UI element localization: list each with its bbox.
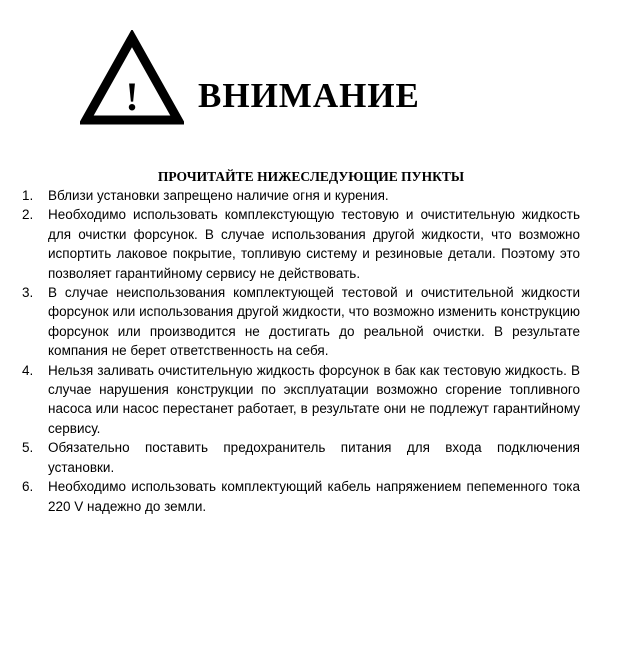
list-item — [22, 361, 580, 439]
instructions-subtitle: ПРОЧИТАЙТЕ НИЖЕСЛЕДУЮЩИЕ ПУНКТЫ — [157, 169, 465, 184]
list-item-number: 1. — [22, 188, 34, 203]
list-item — [22, 186, 580, 205]
list-item-number: 5. — [22, 440, 34, 456]
list-item-text: Необходимо использовать комплекстующую тестовую и очистительную жидкость для очистки форсунок. В случае использования другой жидкости, что возможно испортить лаковое покрытие, топливую систему и резиновые детали. Поэтому это позволяет гарантийному сервису не действовать. — [48, 207, 580, 281]
list-item — [22, 205, 580, 283]
list-item-text: Вблизи установки запрещено наличие огня и курения. — [48, 188, 389, 203]
list-item-text: Нельзя заливать очистительную жидкость форсунок в бак как тестовую жидкость. В случае нарушения конструкции по эксплуатации возможно сгорение топливного насоса или насос перестанет работает, в результате они не подлежут гарантийному сервису. — [48, 362, 580, 436]
warning-header — [80, 30, 440, 130]
list-item-text: Обязательно поставить предохранитель питания для входа подключения установки. — [48, 440, 580, 475]
warning-triangle-icon — [80, 30, 184, 126]
list-item-text: Необходимо использовать комплектующий кабель напряжением пепеменного тока 220 V надежно до земли. — [48, 479, 580, 514]
rules-list — [22, 186, 580, 516]
list-item-number: 2. — [22, 207, 34, 223]
list-item-number: 4. — [22, 362, 34, 378]
warning-title: ВНИМАНИЕ — [198, 76, 420, 115]
list-item-number: 6. — [22, 479, 34, 495]
list-item-text: В случае неиспользования комплектующей тестовой и очистительной жидкости форсунок или использования другой жидкости, что возможно изменить конструкцию форсунок или производится не достигать до реальной очистки. В результате компания не берет ответственность на себя. — [48, 285, 580, 359]
list-item — [22, 283, 580, 361]
exclamation-mark: ! — [125, 74, 139, 119]
instructions-section — [22, 168, 580, 516]
list-item-number: 3. — [22, 285, 34, 301]
list-item — [22, 477, 580, 516]
list-item — [22, 438, 580, 477]
